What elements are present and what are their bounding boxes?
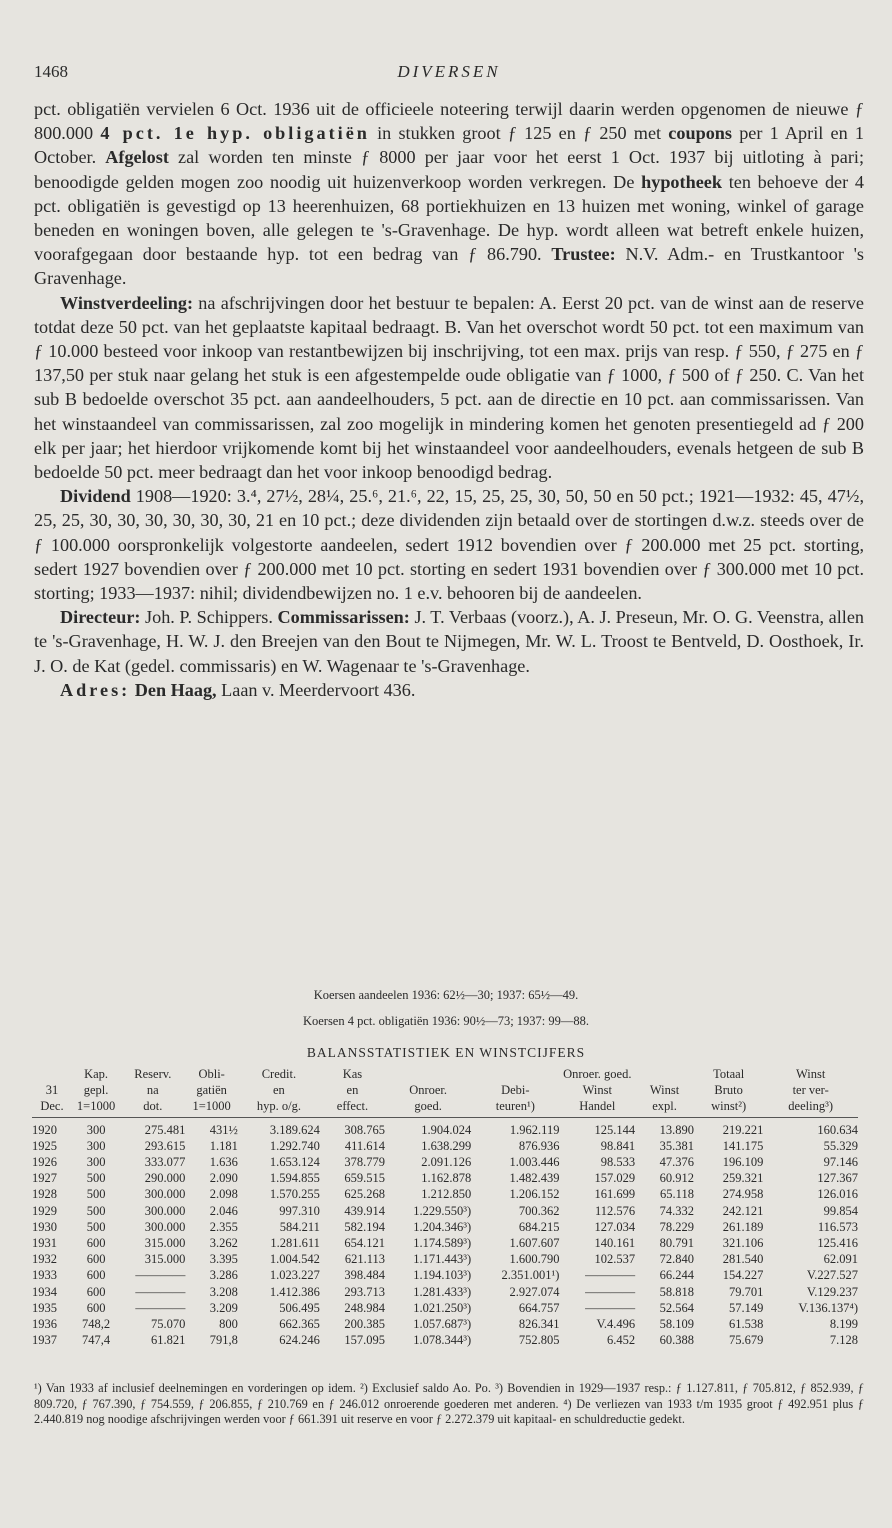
- table-row: [32, 1154, 858, 1170]
- table-cell: 1.171.443³): [413, 1252, 472, 1267]
- table-cell: 61.821: [151, 1333, 186, 1348]
- table-cell: 281.540: [722, 1252, 764, 1267]
- table-cell: 116.573: [817, 1219, 858, 1234]
- table-cell: 7.128: [829, 1333, 858, 1348]
- table-cell: 600: [86, 1284, 106, 1299]
- table-cell: ————: [135, 1284, 186, 1299]
- table-cell: 58.109: [659, 1317, 694, 1332]
- table-cell: 1932: [32, 1252, 57, 1267]
- table-cell: 1.638.299: [421, 1138, 472, 1153]
- coupons-heading: coupons: [668, 123, 732, 144]
- table-cell: 2.927.074: [509, 1284, 560, 1299]
- table-row: [32, 1284, 858, 1300]
- page-number: 1468: [34, 62, 68, 81]
- bond-heading: 4 pct. 1e hyp. obligatiën: [100, 123, 370, 144]
- table-cell: 57.149: [728, 1300, 764, 1315]
- table-cell: 6.452: [607, 1333, 636, 1348]
- table-cell: 13.890: [659, 1122, 694, 1137]
- table-cell: 1.482.439: [509, 1171, 560, 1186]
- table-cell: 160.634: [817, 1122, 858, 1137]
- table-cell: 600: [86, 1268, 106, 1283]
- table-cell: 1.570.255: [269, 1187, 320, 1202]
- table-cell: 621.113: [344, 1252, 386, 1267]
- table-cell: ————: [585, 1284, 636, 1299]
- table-row: [32, 1203, 858, 1219]
- table-cell: 300: [86, 1138, 106, 1153]
- table-row: [32, 1332, 858, 1348]
- table-cell: 80.791: [659, 1236, 694, 1251]
- table-cell: 126.016: [817, 1187, 858, 1202]
- table-cell: ————: [585, 1268, 636, 1283]
- table-cell: 584.211: [279, 1219, 320, 1234]
- table-cell: 662.365: [279, 1317, 320, 1332]
- table-cell: 293.615: [144, 1138, 186, 1153]
- table-cell: 97.146: [823, 1155, 858, 1170]
- table-cell: 161.699: [594, 1187, 636, 1202]
- table-cell: 1.653.124: [269, 1155, 320, 1170]
- table-cell: 1.636: [209, 1155, 238, 1170]
- table-cell: 60.912: [659, 1171, 694, 1186]
- table-cell: 876.936: [518, 1138, 560, 1153]
- koersen-aandeelen: Koersen aandeelen 1936: 62½—30; 1937: 65½—49.: [313, 988, 579, 1002]
- table-cell: 300.000: [144, 1219, 186, 1234]
- table-cell: V.129.237: [806, 1284, 858, 1299]
- table-cell: 791,8: [209, 1333, 238, 1348]
- table-cell: ————: [585, 1300, 636, 1315]
- table-cell: 293.713: [344, 1284, 386, 1299]
- table-cell: 290.000: [144, 1171, 186, 1186]
- table-cell: 1.021.250³): [413, 1300, 472, 1315]
- table-body: [32, 1117, 858, 1348]
- table-cell: 154.227: [722, 1268, 764, 1283]
- table-row: [32, 1117, 858, 1138]
- adres-heading: Adres:: [60, 679, 131, 700]
- page-header: [34, 62, 864, 88]
- table-cell: 248.984: [344, 1300, 386, 1315]
- table-cell: 300.000: [144, 1203, 186, 1218]
- table-cell: 1936: [32, 1317, 57, 1332]
- table-cell: 60.388: [659, 1333, 694, 1348]
- table-cell: 582.194: [344, 1219, 386, 1234]
- table-cell: 1926: [32, 1155, 57, 1170]
- table-cell: 1933: [32, 1268, 57, 1283]
- table-header-row: Dec. 1=1000 dot. 1=1000 hyp. o/g. effect. goed. teuren¹) Handel expl. winst²) deeling³): [32, 1098, 858, 1117]
- table-cell: 752.805: [518, 1333, 560, 1348]
- table-cell: 2.351.001¹): [501, 1268, 560, 1283]
- table-cell: 684.215: [518, 1219, 560, 1234]
- table-cell: 8.199: [829, 1317, 858, 1332]
- table-cell: 800: [219, 1317, 238, 1332]
- table-cell: 75.679: [728, 1333, 764, 1348]
- table-cell: 1925: [32, 1138, 57, 1153]
- footnotes: ¹) Van 1933 af inclusief deelnemingen en vorderingen op idem. ²) Exclusief saldo Ao. Po. ³) Bovendien in 1929—1937 resp.: ƒ 1.127.811, ƒ 705.812, ƒ 852.939, ƒ 809.720, ƒ 767.390, ƒ 754.559, ƒ 206.855, ƒ 210.769 en ƒ 246.012 onroerende goederen met anderen. ⁴) De verliezen van 1933 t/m 1935 groot ƒ 492.951 plus ƒ 2.440.819 nog noodige afschrijvingen werden voor ƒ 661.391 uit reserve en voor ƒ 2.272.379 uit kapitaal- en schuldreductie gedekt.: [34, 1381, 864, 1427]
- hypotheek-heading: hypotheek: [641, 171, 722, 192]
- table-cell: 1.212.850: [421, 1187, 472, 1202]
- table-cell: 127.367: [817, 1171, 858, 1186]
- table-cell: 1.162.878: [421, 1171, 472, 1186]
- table-cell: 1.904.024: [421, 1122, 472, 1137]
- commissarissen-heading: Commissarissen:: [277, 607, 410, 628]
- table-cell: 3.209: [209, 1300, 238, 1315]
- table-cell: 3.286: [209, 1268, 238, 1283]
- table-cell: 1.607.607: [509, 1236, 560, 1251]
- table-cell: 654.121: [344, 1236, 386, 1251]
- table-cell: 1937: [32, 1333, 57, 1348]
- table-cell: V.4.496: [596, 1317, 636, 1332]
- table-cell: 308.765: [344, 1122, 386, 1137]
- dividend-heading: Dividend: [60, 486, 131, 507]
- table-row: [32, 1235, 858, 1251]
- table-cell: 1.194.103³): [413, 1268, 472, 1283]
- table-header-row: 31 gepl. na gatiën en en Onroer. Debi- Winst Winst Bruto ter ver-: [45, 1083, 829, 1098]
- table-cell: 1.206.152: [509, 1187, 560, 1202]
- table-row: [32, 1300, 858, 1316]
- table-cell: V.227.527: [806, 1268, 858, 1283]
- table-cell: 58.818: [659, 1284, 694, 1299]
- table-cell: 2.098: [209, 1187, 238, 1202]
- table-cell: 125.416: [817, 1236, 858, 1251]
- table-cell: 1.174.589³): [413, 1236, 472, 1251]
- table-cell: V.136.137⁴): [798, 1300, 858, 1315]
- table-cell: 300: [86, 1155, 106, 1170]
- table-row: [32, 1219, 858, 1235]
- table-cell: 102.537: [594, 1252, 636, 1267]
- table-cell: ————: [135, 1268, 186, 1283]
- table-cell: 500: [86, 1187, 106, 1202]
- koersen-obligatien: Koersen 4 pct. obligatiën 1936: 90½—73; 1937: 99—88.: [302, 1014, 590, 1028]
- table-cell: 300: [86, 1122, 106, 1137]
- directeur-heading: Directeur:: [60, 607, 141, 628]
- table-cell: 624.246: [279, 1333, 320, 1348]
- body-text: [34, 97, 864, 702]
- table-cell: 125.144: [594, 1122, 636, 1137]
- table-cell: 2.046: [209, 1203, 238, 1218]
- table-cell: 65.118: [660, 1187, 694, 1202]
- table-cell: 1.281.611: [270, 1236, 320, 1251]
- table-cell: 112.576: [594, 1203, 636, 1218]
- paragraph-obligaties: pct. obligatiën vervielen 6 Oct. 1936 uit de officieele noteering terwijl daarin werden opgenomen de nieuwe ƒ 800.000 4 pct. 1e hyp. obligatiën in stukken groot ƒ 125 en ƒ 250 met coupons per 1 April en 1 October. Afgelost zal worden ten minste ƒ 8000 per jaar voor het eerst 1 Oct. 1937 bij uitloting à pari; benoodigde gelden mogen zoo noodig uit huizenverkoop worden verkregen. De hypotheek ten behoeve der 4 pct. obligatiën is gevestigd op 13 heerenhuizen, 68 portiekhuizen en 13 huizen met woning, winkel of garage beneden en woningen boven, alle gelegen te 's-Gravenhage. De hyp. wordt alleen wat betreft enkele huizen, voorafgegaan door bestaande hyp. tot een bedrag van ƒ 86.790. Trustee: N.V. Adm.- en Trustkantoor 's Gravenhage.: [34, 99, 865, 289]
- table-cell: 1931: [32, 1236, 57, 1251]
- table-cell: 259.321: [722, 1171, 764, 1186]
- table-cell: 98.533: [600, 1155, 636, 1170]
- table-cell: 157.095: [344, 1333, 386, 1348]
- table-cell: 74.332: [659, 1203, 694, 1218]
- table-cell: 1.962.119: [509, 1122, 560, 1137]
- adres-city: Den Haag,: [134, 679, 217, 700]
- table-cell: 1.057.687³): [413, 1317, 472, 1332]
- table-cell: 55.329: [823, 1138, 858, 1153]
- table-cell: 3.189.624: [269, 1122, 320, 1137]
- table-cell: 3.262: [209, 1236, 238, 1251]
- paragraph-dividend: Dividend 1908—1920: 3.⁴, 27½, 28¼, 25.⁶, 21.⁶, 22, 15, 25, 25, 30, 50, 50 en 50 pct.; 1921—1932: 45, 47½, 25, 25, 30, 30, 30, 30, 30, 30, 21 en 10 pct.; deze dividenden zijn betaald over de stortingen d.w.z. steeds over de ƒ 100.000 oorspronkelijk volgestorte aandeelen, sedert 1912 bovendien over ƒ 200.000 met 25 pct. storting, sedert 1927 bovendien over ƒ 200.000 met 10 pct. storting en sedert 1931 bovendien over ƒ 300.000 met 10 pct. storting; 1933—1937: nihil; dividendbewijzen no. 1 e.v. behooren bij de aandeelen.: [34, 486, 864, 604]
- table-row: [32, 1138, 858, 1154]
- table-cell: 500: [86, 1171, 106, 1186]
- balance-table: [32, 1066, 858, 1348]
- table-cell: 659.515: [344, 1171, 386, 1186]
- table-cell: 35.381: [659, 1138, 694, 1153]
- table-cell: 321.106: [722, 1236, 764, 1251]
- table-cell: 2.091.126: [421, 1155, 472, 1170]
- running-title: DIVERSEN: [397, 62, 501, 81]
- table-cell: 140.161: [594, 1236, 636, 1251]
- winstverdeeling-heading: Winstverdeeling:: [60, 292, 194, 313]
- table-cell: 500: [86, 1203, 106, 1218]
- table-cell: 500: [86, 1219, 106, 1234]
- table-cell: 1935: [32, 1300, 57, 1315]
- paragraph-directie: Directeur: Joh. P. Schippers. Commissarissen: J. T. Verbaas (voorz.), A. J. Preseun, Mr. O. G. Veenstra, allen te 's-Gravenhage, H. W. J. den Breejen van den Bout te Nijmegen, Mr. W. L. Troost te Bentveld, D. Oosthoek, Ir. J. O. de Kat (gedel. commissaris) en W. Wagenaar te 's-Gravenhage.: [34, 607, 864, 676]
- trustee-heading: Trustee:: [551, 244, 616, 265]
- table-cell: 79.701: [728, 1284, 764, 1299]
- table-cell: 1920: [32, 1122, 57, 1137]
- table-cell: 1.229.550³): [413, 1203, 472, 1218]
- table-cell: 47.376: [659, 1155, 694, 1170]
- table-row: [32, 1186, 858, 1202]
- table-row: [32, 1316, 858, 1332]
- table-cell: 1930: [32, 1219, 57, 1234]
- table-cell: 1.594.855: [269, 1171, 320, 1186]
- table-cell: 439.914: [344, 1203, 386, 1218]
- table-cell: 78.229: [659, 1219, 694, 1234]
- table-cell: 431½: [209, 1122, 238, 1137]
- paragraph-adres: Adres: Den Haag, Laan v. Meerdervoort 436.: [60, 679, 416, 700]
- table-title: BALANSSTATISTIEK EN WINSTCIJFERS: [306, 1045, 586, 1060]
- table-cell: 196.109: [722, 1155, 764, 1170]
- table-cell: 1927: [32, 1171, 57, 1186]
- table-cell: 1928: [32, 1187, 57, 1202]
- table-cell: 61.538: [728, 1317, 764, 1332]
- table-cell: 72.840: [659, 1252, 694, 1267]
- table-cell: 1.023.227: [269, 1268, 320, 1283]
- table-row: [32, 1251, 858, 1267]
- table-cell: 200.385: [344, 1317, 386, 1332]
- table-cell: 1.204.346³): [413, 1219, 472, 1234]
- table-cell: 2.355: [209, 1219, 238, 1234]
- table-cell: 2.090: [209, 1171, 238, 1186]
- table-row: [32, 1170, 858, 1186]
- table-cell: 66.244: [659, 1268, 694, 1283]
- table-cell: 700.362: [518, 1203, 560, 1218]
- afgelost-heading: Afgelost: [105, 147, 169, 168]
- table-cell: 315.000: [144, 1236, 186, 1251]
- table-cell: 625.268: [344, 1187, 386, 1202]
- table-row: [32, 1267, 858, 1283]
- table-cell: 315.000: [144, 1252, 186, 1267]
- table-cell: 1.292.740: [269, 1138, 320, 1153]
- table-cell: 127.034: [594, 1219, 636, 1234]
- table-header-row: Kap. Reserv. Obli- Credit. Kas Onroer. goed. Totaal Winst: [84, 1067, 826, 1081]
- table-cell: 274.958: [722, 1187, 764, 1202]
- table-cell: 600: [86, 1252, 106, 1267]
- table-cell: 98.841: [600, 1138, 636, 1153]
- table-cell: 1929: [32, 1203, 57, 1218]
- table-cell: 333.077: [144, 1155, 186, 1170]
- table-cell: 141.175: [722, 1138, 764, 1153]
- table-cell: 664.757: [518, 1300, 560, 1315]
- table-cell: 3.395: [209, 1252, 238, 1267]
- table-cell: 1.181: [209, 1138, 238, 1153]
- table-cell: 62.091: [823, 1252, 858, 1267]
- table-cell: ————: [135, 1300, 186, 1315]
- table-cell: 748,2: [82, 1317, 111, 1332]
- table-cell: 398.484: [344, 1268, 386, 1283]
- table-cell: 1.004.542: [269, 1252, 320, 1267]
- table-cell: 75.070: [151, 1317, 186, 1332]
- table-cell: 1.412.386: [269, 1284, 320, 1299]
- table-cell: 600: [86, 1300, 106, 1315]
- table-cell: 1.600.790: [509, 1252, 560, 1267]
- table-cell: 378.779: [344, 1155, 386, 1170]
- table-cell: 600: [86, 1236, 106, 1251]
- table-cell: 3.208: [209, 1284, 238, 1299]
- table-cell: 261.189: [722, 1219, 764, 1234]
- table-cell: 99.854: [823, 1203, 858, 1218]
- table-cell: 997.310: [279, 1203, 320, 1218]
- table-cell: 300.000: [144, 1187, 186, 1202]
- table-cell: 1.078.344³): [413, 1333, 472, 1348]
- table-cell: 826.341: [518, 1317, 560, 1332]
- paragraph-winstverdeeling: Winstverdeeling: na afschrijvingen door het bestuur te bepalen: A. Eerst 20 pct. van de winst aan de reserve totdat deze 50 pct. van het geplaatste kapitaal bedraagt. B. Van het overschot wordt 50 pct. tot een maximum van ƒ 10.000 besteed voor inkoop van restantbewijzen bij inschrijving, tot een max. prijs van resp. ƒ 550, ƒ 275 en ƒ 137,50 per stuk naar gelang het stuk is een afgestempelde oude obligatie van ƒ 1000, ƒ 500 of ƒ 250. C. Van het sub B bedoelde overschot 35 pct. aan aandeelhouders, 5 pct. aan de directie en 10 pct. aan commissarissen. Van het winstaandeel van commissarissen, zal zoo mogelijk in mindering komen het genoten presentiegeld ad ƒ 200 elk per jaar; het hierdoor vrijkomende komt bij het winstaandeel voor aandeelhouders, evenals hetgeen de sub B bedoelde 50 pct. meer bedraagt dan het voor inkoop benoodigd bedrag.: [34, 292, 864, 483]
- table-cell: 506.495: [279, 1300, 320, 1315]
- table-cell: 157.029: [594, 1171, 636, 1186]
- table-cell: 1.281.433³): [413, 1284, 472, 1299]
- table-cell: 411.614: [344, 1138, 386, 1153]
- table-cell: 242.121: [722, 1203, 764, 1218]
- table-cell: 219.221: [722, 1122, 764, 1137]
- table-cell: 1.003.446: [509, 1155, 560, 1170]
- table-cell: 275.481: [144, 1122, 186, 1137]
- table-cell: 52.564: [659, 1300, 694, 1315]
- table-cell: 1934: [32, 1284, 57, 1299]
- table-cell: 747,4: [82, 1333, 111, 1348]
